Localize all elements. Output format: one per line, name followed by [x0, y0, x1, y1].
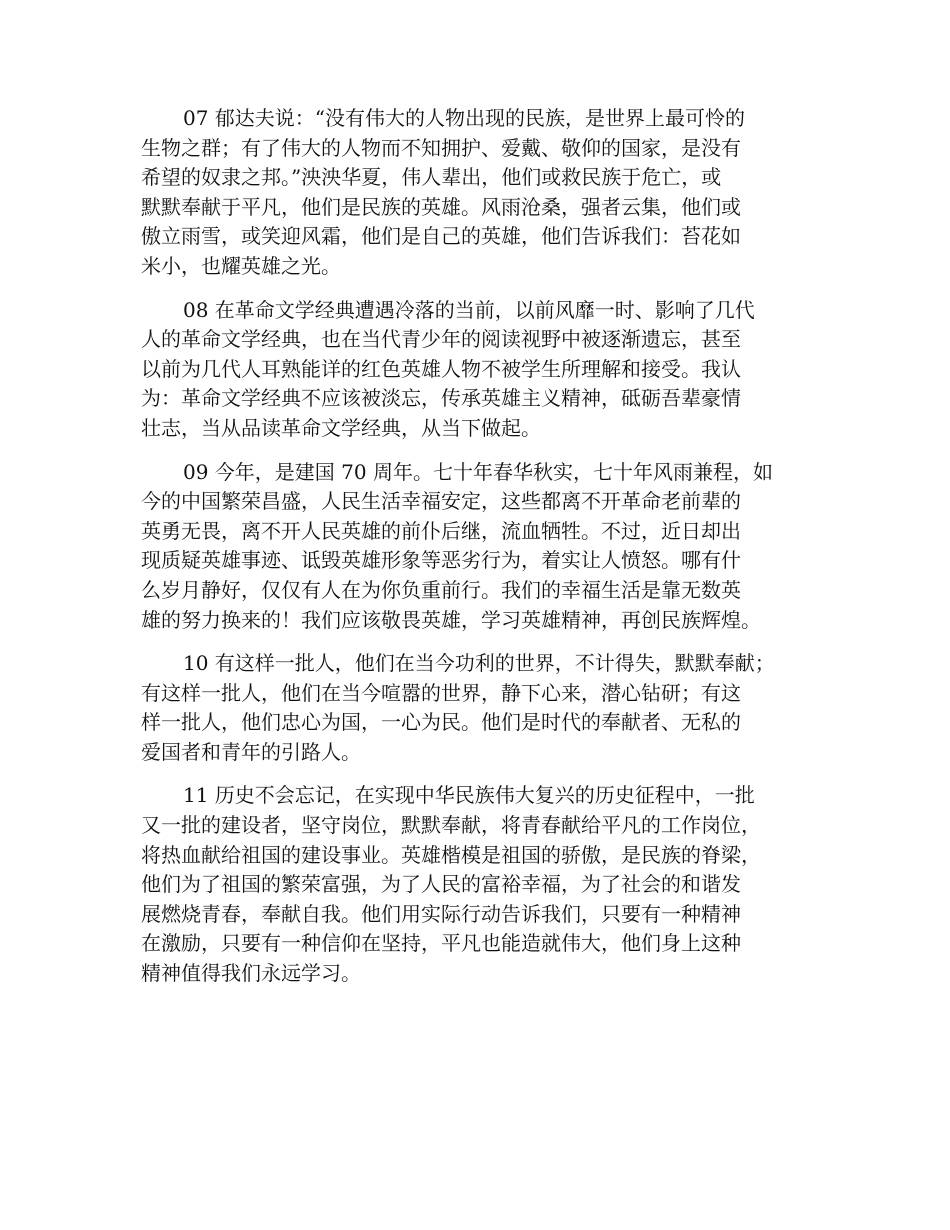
text-line: 07 郁达夫说：“没有伟大的人物出现的民族，是世界上最可怜的: [183, 106, 746, 130]
text-line: 默默奉献于平凡，他们是民族的英雄。风雨沧桑，强者云集，他们或: [141, 194, 741, 219]
text-line: 为：革命文学经典不应该被淡忘，传承英雄主义精神，砥砺吾辈豪情: [141, 386, 741, 411]
text-line: 雄的努力换来的！我们应该敬畏英雄，学习英雄精神，再创民族辉煌。: [141, 607, 761, 632]
text-line: 展燃烧青春，奉献自我。他们用实际行动告诉我们，只要有一种精神: [141, 901, 741, 926]
text-line: 现质疑英雄事迹、诋毁英雄形象等恶劣行为，着实让人愤怒。哪有什: [141, 548, 741, 573]
paragraph-10: [141, 649, 827, 767]
text-line: 爱国者和青年的引路人。: [141, 739, 361, 764]
text-line: 以前为几代人耳熟能详的红色英雄人物不被学生所理解和接受。我认: [141, 356, 741, 381]
paragraph-09: [141, 458, 827, 636]
text-line: 他们为了祖国的繁荣富强，为了人民的富裕幸福，为了社会的和谐发: [141, 872, 741, 897]
text-line: 米小，也耀英雄之光。: [141, 253, 341, 278]
document-page: [141, 104, 827, 1003]
text-line: 么岁月静好，仅仅有人在为你负重前行。我们的幸福生活是靠无数英: [141, 577, 741, 602]
text-line: 有这样一批人，他们在当今喧嚣的世界，静下心来，潜心钻研；有这: [141, 680, 741, 705]
text-line: 09 今年，是建国 70 周年。七十年春华秋实，七十年风雨兼程，如: [183, 459, 773, 484]
text-line: 人的革命文学经典，也在当代青少年的阅读视野中被逐渐遗忘，甚至: [141, 327, 741, 352]
text-line: 傲立雨雪，或笑迎风霜，他们是自己的英雄，他们告诉我们：苔花如: [141, 224, 741, 249]
text-line: 在激励，只要有一种信仰在坚持，平凡也能造就伟大，他们身上这种: [141, 931, 741, 956]
text-line: 生物之群；有了伟大的人物而不知拥护、爱戴、敬仰的国家，是没有: [141, 135, 741, 160]
text-line: 壮志，当从品读革命文学经典，从当下做起。: [141, 415, 541, 440]
text-line: 今的中国繁荣昌盛，人民生活幸福安定，这些都离不开革命老前辈的: [141, 489, 741, 514]
paragraph-08: [141, 296, 827, 444]
text-line: 08 在革命文学经典遭遇冷落的当前，以前风靡一时、影响了几代: [183, 297, 755, 322]
text-line: 10 有这样一批人，他们在当今功利的世界，不计得失，默默奉献；: [183, 651, 775, 676]
text-line: 样一批人，他们忠心为国，一心为民。他们是时代的奉献者、无私的: [141, 710, 741, 735]
text-line: 11 历史不会忘记，在实现中华民族伟大复兴的历史征程中，一批: [183, 783, 755, 808]
text-line: 希望的奴隶之邦。”泱泱华夏，伟人辈出，他们或救民族于危亡，或: [141, 165, 722, 190]
paragraph-11: [141, 781, 827, 988]
text-line: 又一批的建设者，坚守岗位，默默奉献，将青春献给平凡的工作岗位，: [141, 813, 761, 838]
text-line: 将热血献给祖国的建设事业。英雄楷模是祖国的骄傲，是民族的脊梁，: [141, 842, 761, 867]
text-line: 英勇无畏，离不开人民英雄的前仆后继，流血牺牲。不过，近日却出: [141, 518, 741, 543]
paragraph-07: [141, 104, 827, 282]
text-line: 精神值得我们永远学习。: [141, 961, 361, 986]
